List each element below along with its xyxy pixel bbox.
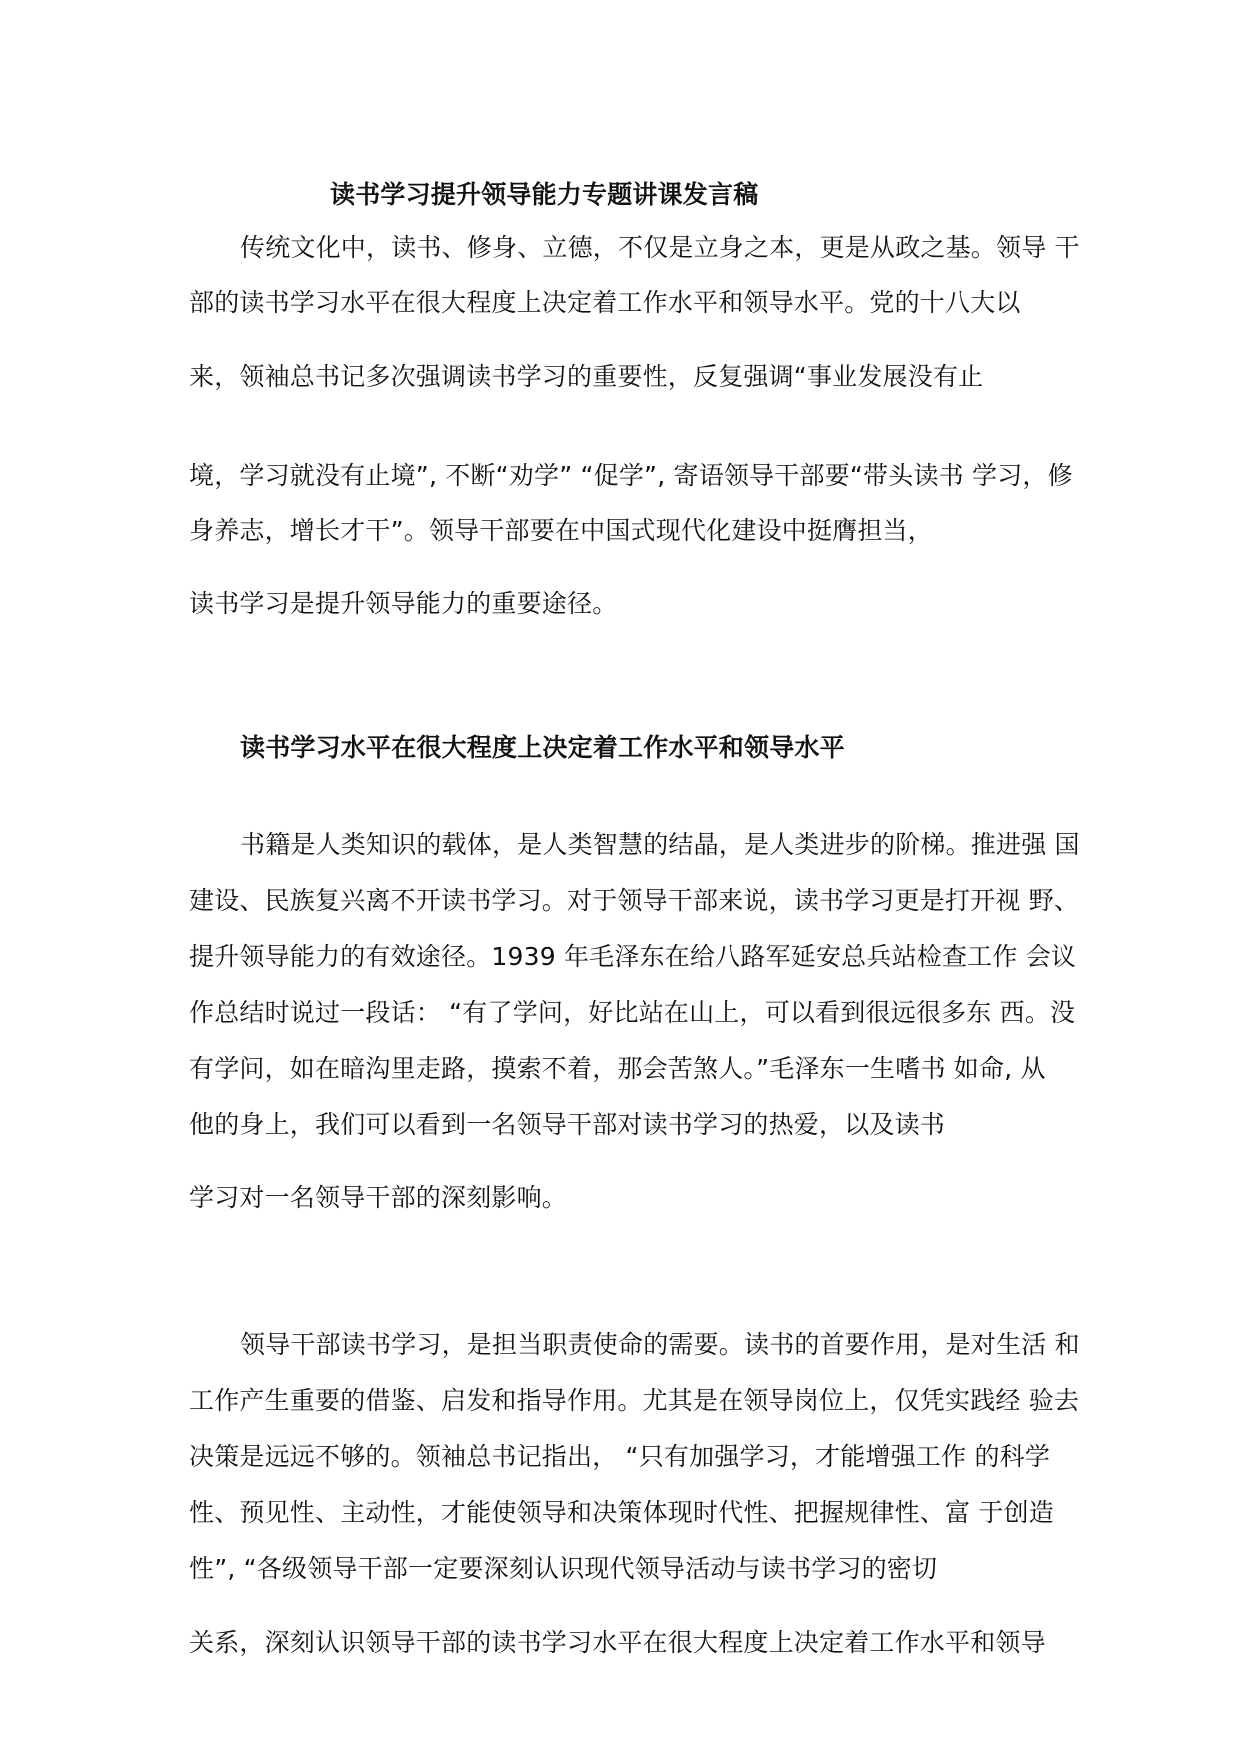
paragraph-line: 关系，深刻认识领导干部的读书学习水平在很大程度上决定着工作水平和领导: [189, 1628, 1046, 1657]
paragraph-line: 领导干部读书学习，是担当职责使命的需要。读书的首要作用，是对生活 和: [240, 1330, 1080, 1359]
paragraph-line: 学习对一名领导干部的深刻影响。: [189, 1183, 568, 1212]
paragraph-line: 来，领袖总书记多次强调读书学习的重要性，反复强调“事业发展没有止: [189, 362, 984, 391]
paragraph-line: 决策是远远不够的。领袖总书记指出， “只有加强学习，才能增强工作 的科学: [189, 1442, 1051, 1471]
paragraph-line: 他的身上，我们可以看到一名领导干部对读书学习的热爱，以及读书: [189, 1110, 946, 1139]
paragraph-line: 性”, “各级领导干部一定要深刻认识现代领导活动与读书学习的密切: [189, 1554, 938, 1583]
document-title: 读书学习提升领导能力专题讲课发言稿: [330, 180, 759, 209]
paragraph-line: 有学问，如在暗沟里走路，摸索不着，那会苦煞人。”毛泽东一生嗜书 如命, 从: [189, 1054, 1046, 1083]
section-heading: 读书学习水平在很大程度上决定着工作水平和领导水平: [240, 733, 845, 762]
paragraph-line: 书籍是人类知识的载体，是人类智慧的结晶，是人类进步的阶梯。推进强 国: [240, 830, 1080, 859]
paragraph-line: 作总结时说过一段话： “有了学问，好比站在山上，可以看到很远很多东 西。没: [189, 998, 1076, 1027]
paragraph-line: 性、预见性、主动性，才能使领导和决策体现时代性、把握规律性、富 于创造: [189, 1498, 1054, 1527]
paragraph-line: 建设、民族复兴离不开读书学习。对于领导干部来说，读书学习更是打开视 野、: [189, 886, 1080, 915]
paragraph-line: 提升领导能力的有效途径。1939 年毛泽东在给八路军延安总兵站检查工作 会议: [189, 942, 1077, 971]
paragraph-line: 身养志，增长才干”。领导干部要在中国式现代化建设中挺膺担当，: [189, 516, 933, 545]
paragraph-line: 部的读书学习水平在很大程度上决定着工作水平和领导水平。党的十八大以: [189, 288, 1021, 317]
paragraph-line: 读书学习是提升领导能力的重要途径。: [189, 589, 618, 618]
paragraph-line: 境，学习就没有止境”, 不断“劝学” “促学”, 寄语领导干部要“带头读书 学习，修: [189, 461, 1073, 490]
paragraph-line: 工作产生重要的借鉴、启发和指导作用。尤其是在领导岗位上，仅凭实践经 验去: [189, 1386, 1080, 1415]
paragraph-line: 传统文化中，读书、修身、立德，不仅是立身之本，更是从政之基。领导 干: [240, 233, 1080, 262]
